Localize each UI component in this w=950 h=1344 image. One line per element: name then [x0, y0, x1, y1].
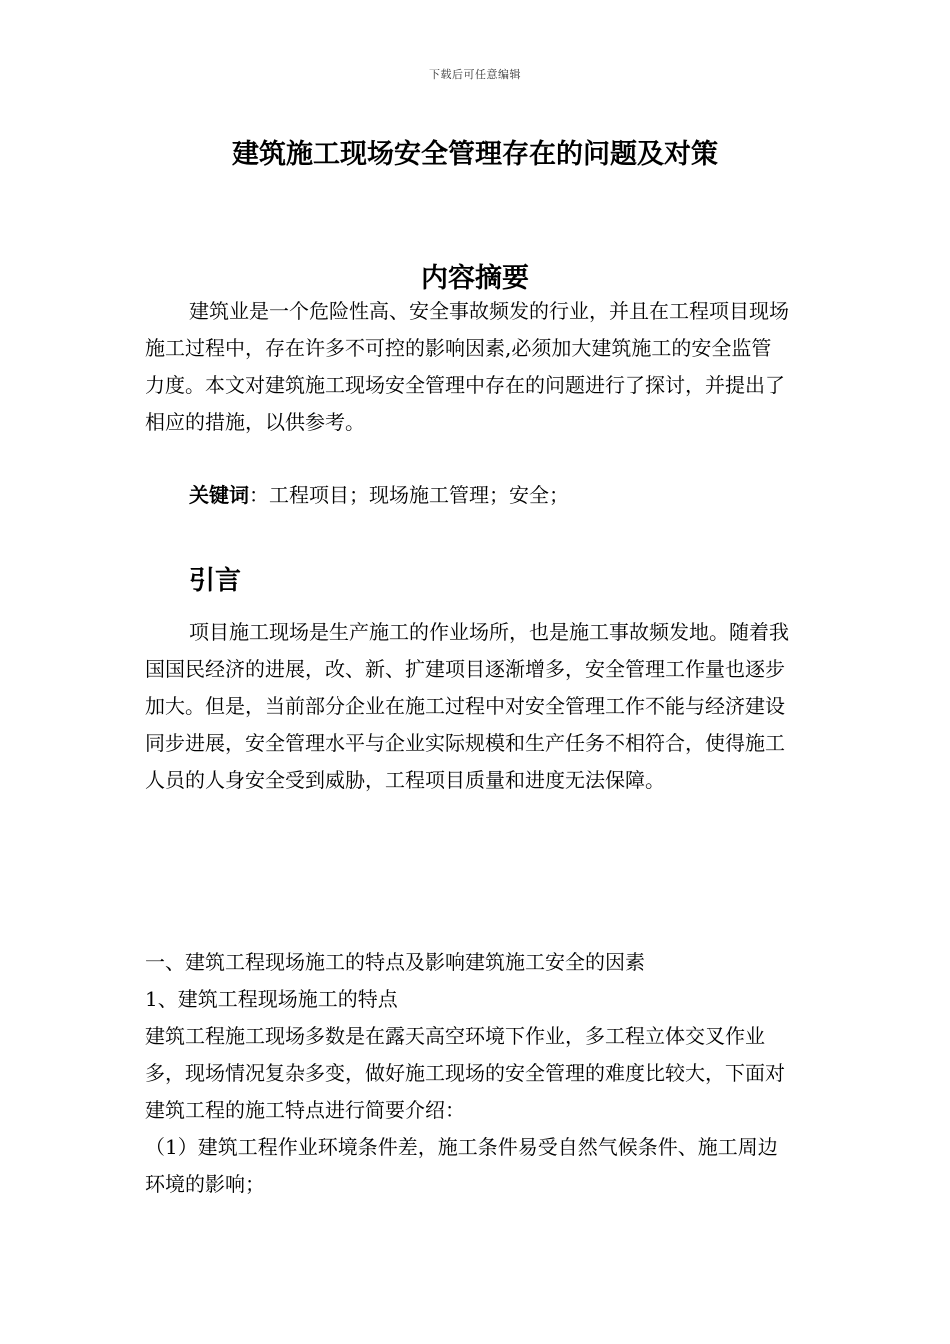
- abstract-heading: 内容摘要: [421, 263, 529, 294]
- keywords-separator: ：: [249, 483, 269, 507]
- keywords-line: [189, 477, 569, 514]
- document-title: 建筑施工现场安全管理存在的问题及对策: [232, 139, 718, 170]
- section-1: [145, 944, 790, 1203]
- section-1-subheading: 1、建筑工程现场施工的特点: [145, 987, 398, 1011]
- keywords-value: 工程项目；现场施工管理；安全；: [269, 483, 569, 507]
- abstract-paragraph: 建筑业是一个危险性高、安全事故频发的行业，并且在工程项目现场施工过程中，存在许多不可控的影响因素,必须加大建筑施工的安全监管力度。本文对建筑施工现场安全管理中存在的问题进行了探讨，并提出了相应的措施，以供参考。: [145, 299, 789, 434]
- introduction-paragraph: 项目施工现场是生产施工的作业场所，也是施工事故频发地。随着我国国民经济的进展，改、新、扩建项目逐渐增多，安全管理工作量也逐步加大。但是，当前部分企业在施工过程中对安全管理工作不能与经济建设同步进展，安全管理水平与企业实际规模和生产任务不相符合，使得施工人员的人身安全受到威胁，工程项目质量和进度无法保障。: [145, 620, 789, 792]
- section-1-heading: 一、建筑工程现场施工的特点及影响建筑施工安全的因素: [145, 950, 645, 974]
- introduction-heading: 引言: [189, 566, 242, 596]
- section-1-paragraph: 建筑工程施工现场多数是在露天高空环境下作业，多工程立体交叉作业多，现场情况复杂多变，做好施工现场的安全管理的难度比较大，下面对建筑工程的施工特点进行简要介绍：: [145, 1024, 785, 1122]
- section-1-item-1: （1）建筑工程作业环境条件差，施工条件易受自然气候条件、施工周边环境的影响；: [145, 1135, 778, 1196]
- download-watermark: 下载后可任意编辑: [429, 68, 521, 81]
- keywords-label: 关键词: [189, 483, 249, 507]
